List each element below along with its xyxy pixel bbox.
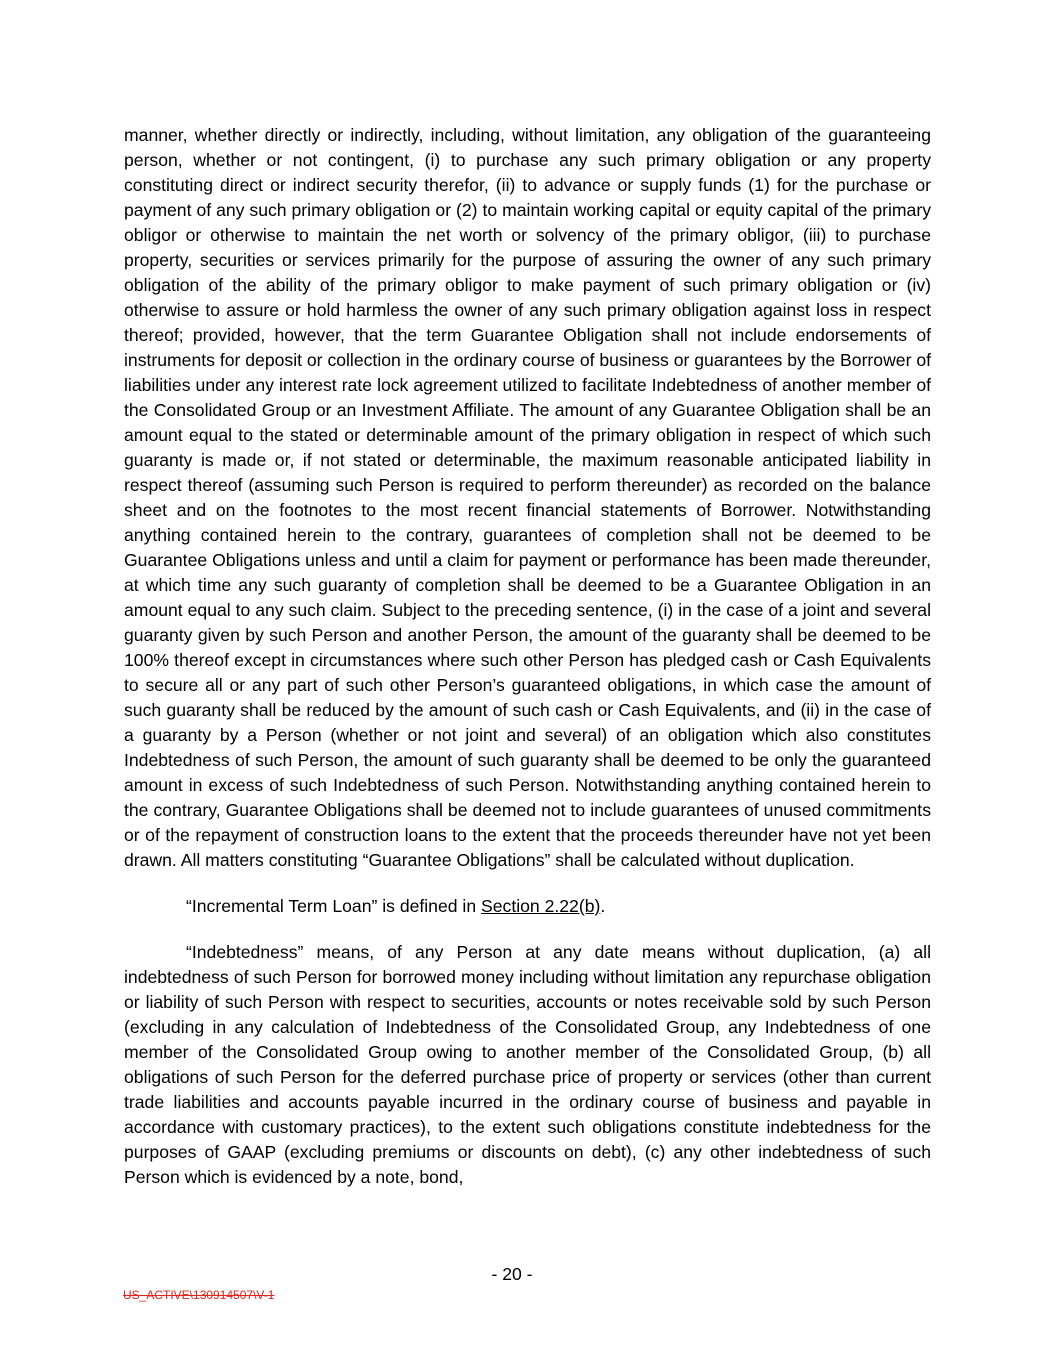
document-identifier: US_ACTIVE\130914507\V-1 [123, 1288, 275, 1302]
incremental-term-loan-definition [124, 894, 931, 919]
section-reference: Section 2.22(b) [481, 896, 601, 916]
definition-end-punctuation: . [600, 896, 606, 916]
definition-text: “Incremental Term Loan” is defined in [186, 896, 482, 916]
document-body [124, 123, 931, 1190]
page-number: - 20 - [491, 1264, 533, 1284]
guarantee-obligation-continued-paragraph: manner, whether directly or indirectly, including, without limitation, any obligation of the guaranteeing person, whether or not contingent, (i) to purchase any such primary obligation or any property constituting direct or indirect security therefor, (ii) to advance or supply funds (1) for the purchase or payment of any such primary obligation or (2) to maintain working capital or equity capital of the primary obligor or otherwise to maintain the net worth or solvency of the primary obligor, (iii) to purchase property, securities or services primarily for the purpose of assuring the owner of any such primary obligation of the ability of the primary obligor to make payment of such primary obligation or (iv) otherwise to assure or hold harmless the owner of any such primary obligation against loss in respect thereof; provided, however, that the term Guarantee Obligation shall not include endorsements of instruments for deposit or collection in the ordinary course of business or guarantees by the Borrower of liabilities under any interest rate lock agreement utilized to facilitate Indebtedness of another member of the Consolidated Group or an Investment Affiliate. The amount of any Guarantee Obligation shall be an amount equal to the stated or determinable amount of the primary obligation in respect of which such guaranty is made or, if not stated or determinable, the maximum reasonable anticipated liability in respect thereof (assuming such Person is required to perform thereunder) as recorded on the balance sheet and on the footnotes to the most recent financial statements of Borrower. Notwithstanding anything contained herein to the contrary, guarantees of completion shall not be deemed to be Guarantee Obligations unless and until a claim for payment or performance has been made thereunder, at which time any such guaranty of completion shall be deemed to be a Guarantee Obligation in an amount equal to any such claim. Subject to the preceding sentence, (i) in the case of a joint and several guaranty given by such Person and another Person, the amount of the guaranty shall be deemed to be 100% thereof except in circumstances where such other Person has pledged cash or Cash Equivalents to secure all or any part of such other Person’s guaranteed obligations, in which case the amount of such guaranty shall be reduced by the amount of such cash or Cash Equivalents, and (ii) in the case of a guaranty by a Person (whether or not joint and several) of an obligation which also constitutes Indebtedness of such Person, the amount of such guaranty shall be deemed to be only the guaranteed amount in excess of such Indebtedness of such Person. Notwithstanding anything contained herein to the contrary, Guarantee Obligations shall be deemed not to include guarantees of unused commitments or of the repayment of construction loans to the extent that the proceeds thereunder have not yet been drawn. All matters constituting “Guarantee Obligations” shall be calculated without duplication. [124, 125, 931, 870]
indebtedness-definition: “Indebtedness” means, of any Person at any date means without duplication, (a) all indebtedness of such Person for borrowed money including without limitation any repurchase obligation or liability of such Person with respect to securities, accounts or notes receivable sold by such Person (excluding in any calculation of Indebtedness of the Consolidated Group, any Indebtedness of one member of the Consolidated Group owing to another member of the Consolidated Group, (b) all obligations of such Person for the deferred purchase price of property or services (other than current trade liabilities and accounts payable incurred in the ordinary course of business and payable in accordance with customary practices), to the extent such obligations constitute indebtedness for the purposes of GAAP (excluding premiums or discounts on debt), (c) any other indebtedness of such Person which is evidenced by a note, bond, [124, 942, 931, 1187]
